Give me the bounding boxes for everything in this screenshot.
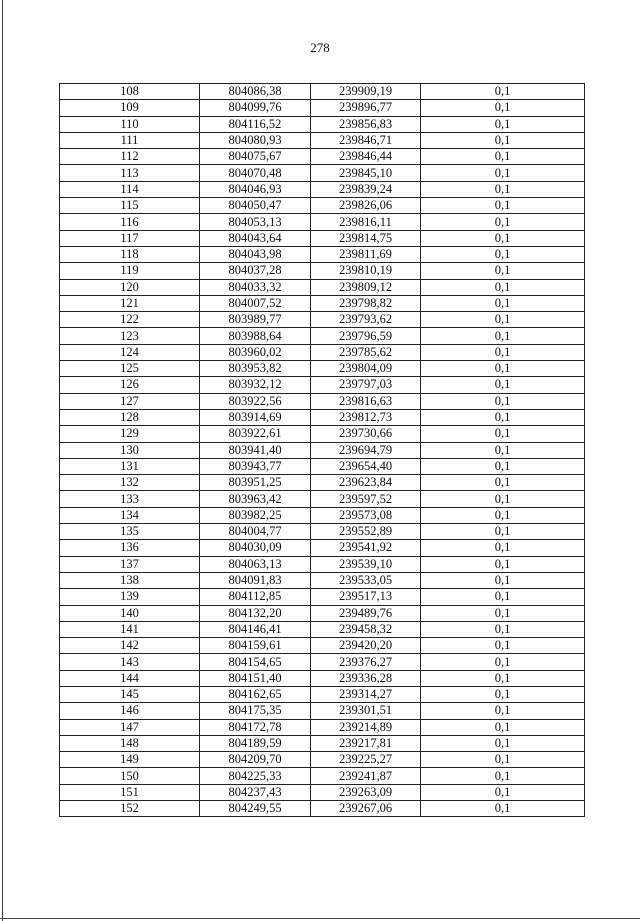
point-number-cell: 111: [60, 132, 200, 148]
y-coordinate-cell: 239810,19: [311, 263, 421, 279]
table-row: [60, 735, 585, 751]
x-coordinate-cell: 803982,25: [200, 507, 311, 523]
y-coordinate-cell: 239793,62: [311, 312, 421, 328]
x-coordinate-cell: 803914,69: [200, 409, 311, 425]
point-number-cell: 122: [60, 312, 200, 328]
table-row: [60, 328, 585, 344]
point-number-cell: 117: [60, 230, 200, 246]
accuracy-cell: 0,1: [421, 589, 585, 605]
accuracy-cell: 0,1: [421, 214, 585, 230]
y-coordinate-cell: 239597,52: [311, 491, 421, 507]
x-coordinate-cell: 804189,59: [200, 735, 311, 751]
accuracy-cell: 0,1: [421, 181, 585, 197]
x-coordinate-cell: 804091,83: [200, 572, 311, 588]
x-coordinate-cell: 804116,52: [200, 116, 311, 132]
y-coordinate-cell: 239796,59: [311, 328, 421, 344]
point-number-cell: 128: [60, 409, 200, 425]
accuracy-cell: 0,1: [421, 735, 585, 751]
point-number-cell: 126: [60, 377, 200, 393]
y-coordinate-cell: 239730,66: [311, 426, 421, 442]
y-coordinate-cell: 239785,62: [311, 344, 421, 360]
table-row: [60, 344, 585, 360]
x-coordinate-cell: 804154,65: [200, 654, 311, 670]
x-coordinate-cell: 803932,12: [200, 377, 311, 393]
point-number-cell: 110: [60, 116, 200, 132]
table-row: [60, 654, 585, 670]
point-number-cell: 121: [60, 295, 200, 311]
table-row: [60, 426, 585, 442]
page-bottom-edge: [0, 918, 640, 919]
x-coordinate-cell: 804112,85: [200, 589, 311, 605]
table-row: [60, 605, 585, 621]
table-row: [60, 621, 585, 637]
y-coordinate-cell: 239573,08: [311, 507, 421, 523]
point-number-cell: 140: [60, 605, 200, 621]
x-coordinate-cell: 804053,13: [200, 214, 311, 230]
accuracy-cell: 0,1: [421, 230, 585, 246]
table-row: [60, 295, 585, 311]
x-coordinate-cell: 804080,93: [200, 132, 311, 148]
accuracy-cell: 0,1: [421, 361, 585, 377]
y-coordinate-cell: 239826,06: [311, 198, 421, 214]
y-coordinate-cell: 239420,20: [311, 638, 421, 654]
table-row: [60, 719, 585, 735]
accuracy-cell: 0,1: [421, 556, 585, 572]
point-number-cell: 148: [60, 735, 200, 751]
x-coordinate-cell: 803951,25: [200, 475, 311, 491]
point-number-cell: 115: [60, 198, 200, 214]
accuracy-cell: 0,1: [421, 719, 585, 735]
y-coordinate-cell: 239301,51: [311, 703, 421, 719]
table-row: [60, 361, 585, 377]
y-coordinate-cell: 239217,81: [311, 735, 421, 751]
point-number-cell: 109: [60, 100, 200, 116]
y-coordinate-cell: 239623,84: [311, 475, 421, 491]
y-coordinate-cell: 239909,19: [311, 84, 421, 100]
page-left-edge: [2, 0, 3, 921]
y-coordinate-cell: 239694,79: [311, 442, 421, 458]
point-number-cell: 116: [60, 214, 200, 230]
x-coordinate-cell: 804237,43: [200, 784, 311, 800]
accuracy-cell: 0,1: [421, 116, 585, 132]
x-coordinate-cell: 804159,61: [200, 638, 311, 654]
x-coordinate-cell: 804063,13: [200, 556, 311, 572]
accuracy-cell: 0,1: [421, 312, 585, 328]
x-coordinate-cell: 804099,76: [200, 100, 311, 116]
point-number-cell: 135: [60, 524, 200, 540]
y-coordinate-cell: 239816,63: [311, 393, 421, 409]
accuracy-cell: 0,1: [421, 263, 585, 279]
x-coordinate-cell: 803953,82: [200, 361, 311, 377]
accuracy-cell: 0,1: [421, 198, 585, 214]
y-coordinate-cell: 239376,27: [311, 654, 421, 670]
accuracy-cell: 0,1: [421, 279, 585, 295]
y-coordinate-cell: 239816,11: [311, 214, 421, 230]
table-row: [60, 507, 585, 523]
y-coordinate-cell: 239896,77: [311, 100, 421, 116]
table-row: [60, 132, 585, 148]
x-coordinate-cell: 804043,98: [200, 246, 311, 262]
x-coordinate-cell: 804086,38: [200, 84, 311, 100]
y-coordinate-cell: 239811,69: [311, 246, 421, 262]
accuracy-cell: 0,1: [421, 572, 585, 588]
x-coordinate-cell: 804004,77: [200, 524, 311, 540]
y-coordinate-cell: 239846,71: [311, 132, 421, 148]
table-row: [60, 198, 585, 214]
y-coordinate-cell: 239314,27: [311, 686, 421, 702]
accuracy-cell: 0,1: [421, 344, 585, 360]
accuracy-cell: 0,1: [421, 295, 585, 311]
accuracy-cell: 0,1: [421, 540, 585, 556]
table-row: [60, 670, 585, 686]
point-number-cell: 146: [60, 703, 200, 719]
point-number-cell: 112: [60, 149, 200, 165]
point-number-cell: 149: [60, 752, 200, 768]
y-coordinate-cell: 239812,73: [311, 409, 421, 425]
table-row: [60, 491, 585, 507]
table-row: [60, 230, 585, 246]
x-coordinate-cell: 804146,41: [200, 621, 311, 637]
y-coordinate-cell: 239814,75: [311, 230, 421, 246]
point-number-cell: 151: [60, 784, 200, 800]
accuracy-cell: 0,1: [421, 393, 585, 409]
point-number-cell: 123: [60, 328, 200, 344]
table-row: [60, 377, 585, 393]
x-coordinate-cell: 804070,48: [200, 165, 311, 181]
table-row: [60, 149, 585, 165]
x-coordinate-cell: 803922,61: [200, 426, 311, 442]
x-coordinate-cell: 804172,78: [200, 719, 311, 735]
y-coordinate-cell: 239336,28: [311, 670, 421, 686]
x-coordinate-cell: 804037,28: [200, 263, 311, 279]
x-coordinate-cell: 803963,42: [200, 491, 311, 507]
x-coordinate-cell: 804249,55: [200, 801, 311, 817]
accuracy-cell: 0,1: [421, 752, 585, 768]
y-coordinate-cell: 239533,05: [311, 572, 421, 588]
point-number-cell: 114: [60, 181, 200, 197]
x-coordinate-cell: 803922,56: [200, 393, 311, 409]
table-row: [60, 768, 585, 784]
table-row: [60, 181, 585, 197]
y-coordinate-cell: 239539,10: [311, 556, 421, 572]
point-number-cell: 131: [60, 458, 200, 474]
accuracy-cell: 0,1: [421, 149, 585, 165]
table-row: [60, 686, 585, 702]
x-coordinate-cell: 804075,67: [200, 149, 311, 165]
point-number-cell: 141: [60, 621, 200, 637]
point-number-cell: 137: [60, 556, 200, 572]
table-row: [60, 100, 585, 116]
x-coordinate-cell: 804151,40: [200, 670, 311, 686]
accuracy-cell: 0,1: [421, 84, 585, 100]
point-number-cell: 129: [60, 426, 200, 442]
y-coordinate-cell: 239839,24: [311, 181, 421, 197]
accuracy-cell: 0,1: [421, 703, 585, 719]
point-number-cell: 108: [60, 84, 200, 100]
x-coordinate-cell: 804046,93: [200, 181, 311, 197]
table-row: [60, 246, 585, 262]
x-coordinate-cell: 804033,32: [200, 279, 311, 295]
y-coordinate-cell: 239489,76: [311, 605, 421, 621]
y-coordinate-cell: 239541,92: [311, 540, 421, 556]
y-coordinate-cell: 239797,03: [311, 377, 421, 393]
point-number-cell: 119: [60, 263, 200, 279]
accuracy-cell: 0,1: [421, 328, 585, 344]
table-row: [60, 572, 585, 588]
table-row: [60, 540, 585, 556]
point-number-cell: 138: [60, 572, 200, 588]
y-coordinate-cell: 239458,32: [311, 621, 421, 637]
accuracy-cell: 0,1: [421, 458, 585, 474]
accuracy-cell: 0,1: [421, 100, 585, 116]
point-number-cell: 124: [60, 344, 200, 360]
x-coordinate-cell: 804225,33: [200, 768, 311, 784]
point-number-cell: 130: [60, 442, 200, 458]
y-coordinate-cell: 239654,40: [311, 458, 421, 474]
table-row: [60, 279, 585, 295]
table-row: [60, 442, 585, 458]
y-coordinate-cell: 239804,09: [311, 361, 421, 377]
x-coordinate-cell: 803943,77: [200, 458, 311, 474]
accuracy-cell: 0,1: [421, 654, 585, 670]
point-number-cell: 143: [60, 654, 200, 670]
accuracy-cell: 0,1: [421, 801, 585, 817]
x-coordinate-cell: 804162,65: [200, 686, 311, 702]
coordinates-table-body: [60, 84, 585, 817]
point-number-cell: 113: [60, 165, 200, 181]
accuracy-cell: 0,1: [421, 507, 585, 523]
table-row: [60, 214, 585, 230]
accuracy-cell: 0,1: [421, 524, 585, 540]
table-row: [60, 638, 585, 654]
point-number-cell: 132: [60, 475, 200, 491]
y-coordinate-cell: 239856,83: [311, 116, 421, 132]
x-coordinate-cell: 804132,20: [200, 605, 311, 621]
coordinates-table: [59, 83, 585, 817]
point-number-cell: 145: [60, 686, 200, 702]
table-row: [60, 409, 585, 425]
point-number-cell: 125: [60, 361, 200, 377]
y-coordinate-cell: 239267,06: [311, 801, 421, 817]
table-row: [60, 165, 585, 181]
accuracy-cell: 0,1: [421, 165, 585, 181]
table-row: [60, 556, 585, 572]
x-coordinate-cell: 804209,70: [200, 752, 311, 768]
accuracy-cell: 0,1: [421, 409, 585, 425]
table-row: [60, 524, 585, 540]
x-coordinate-cell: 803941,40: [200, 442, 311, 458]
x-coordinate-cell: 804050,47: [200, 198, 311, 214]
x-coordinate-cell: 804043,64: [200, 230, 311, 246]
y-coordinate-cell: 239517,13: [311, 589, 421, 605]
page-number: 278: [310, 40, 330, 55]
x-coordinate-cell: 804175,35: [200, 703, 311, 719]
accuracy-cell: 0,1: [421, 670, 585, 686]
table-row: [60, 393, 585, 409]
accuracy-cell: 0,1: [421, 621, 585, 637]
x-coordinate-cell: 803988,64: [200, 328, 311, 344]
accuracy-cell: 0,1: [421, 246, 585, 262]
table-row: [60, 752, 585, 768]
table-row: [60, 116, 585, 132]
x-coordinate-cell: 803989,77: [200, 312, 311, 328]
accuracy-cell: 0,1: [421, 638, 585, 654]
x-coordinate-cell: 804030,09: [200, 540, 311, 556]
point-number-cell: 144: [60, 670, 200, 686]
table-row: [60, 84, 585, 100]
table-row: [60, 703, 585, 719]
point-number-cell: 118: [60, 246, 200, 262]
point-number-cell: 152: [60, 801, 200, 817]
accuracy-cell: 0,1: [421, 475, 585, 491]
y-coordinate-cell: 239214,89: [311, 719, 421, 735]
point-number-cell: 136: [60, 540, 200, 556]
y-coordinate-cell: 239846,44: [311, 149, 421, 165]
y-coordinate-cell: 239845,10: [311, 165, 421, 181]
y-coordinate-cell: 239241,87: [311, 768, 421, 784]
table-row: [60, 312, 585, 328]
table-row: [60, 589, 585, 605]
accuracy-cell: 0,1: [421, 605, 585, 621]
point-number-cell: 127: [60, 393, 200, 409]
accuracy-cell: 0,1: [421, 442, 585, 458]
table-row: [60, 458, 585, 474]
x-coordinate-cell: 804007,52: [200, 295, 311, 311]
accuracy-cell: 0,1: [421, 768, 585, 784]
accuracy-cell: 0,1: [421, 426, 585, 442]
table-row: [60, 801, 585, 817]
y-coordinate-cell: 239552,89: [311, 524, 421, 540]
table-row: [60, 263, 585, 279]
accuracy-cell: 0,1: [421, 377, 585, 393]
y-coordinate-cell: 239798,82: [311, 295, 421, 311]
y-coordinate-cell: 239809,12: [311, 279, 421, 295]
table-row: [60, 784, 585, 800]
y-coordinate-cell: 239225,27: [311, 752, 421, 768]
point-number-cell: 139: [60, 589, 200, 605]
point-number-cell: 120: [60, 279, 200, 295]
point-number-cell: 150: [60, 768, 200, 784]
accuracy-cell: 0,1: [421, 784, 585, 800]
point-number-cell: 133: [60, 491, 200, 507]
point-number-cell: 134: [60, 507, 200, 523]
accuracy-cell: 0,1: [421, 132, 585, 148]
accuracy-cell: 0,1: [421, 686, 585, 702]
point-number-cell: 147: [60, 719, 200, 735]
table-row: [60, 475, 585, 491]
point-number-cell: 142: [60, 638, 200, 654]
x-coordinate-cell: 803960,02: [200, 344, 311, 360]
accuracy-cell: 0,1: [421, 491, 585, 507]
y-coordinate-cell: 239263,09: [311, 784, 421, 800]
